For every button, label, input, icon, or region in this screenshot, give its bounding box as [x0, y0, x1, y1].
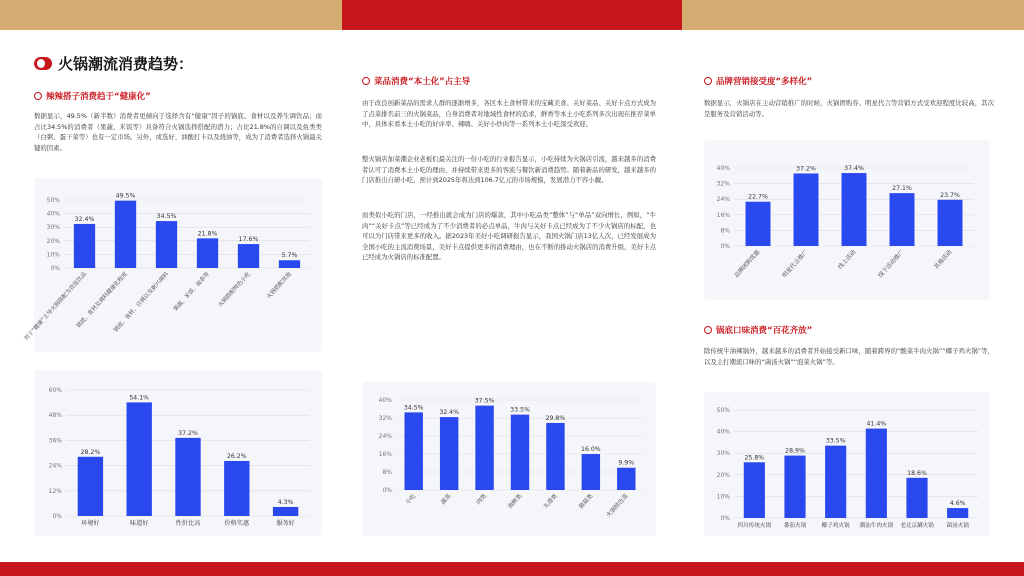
- y-tick-label: 40%: [716, 428, 730, 436]
- bar-chart-marketing: [704, 140, 990, 300]
- bar: [947, 508, 968, 518]
- page-title-text: 火锅潮流消费趋势：: [58, 55, 194, 73]
- bar: [175, 438, 200, 516]
- x-tick-label: 环境好: [81, 520, 100, 527]
- x-tick-label: 锅底、食材及调料健康化程度: [75, 271, 129, 330]
- x-tick-label: 老北京涮火锅: [900, 523, 934, 529]
- top-bar-right: [682, 0, 1024, 30]
- y-tick-label: 10%: [46, 251, 60, 259]
- x-tick-label: 椰子鸡火锅: [821, 523, 850, 529]
- bar: [784, 456, 805, 518]
- top-bar-center: [342, 0, 682, 30]
- section-heading-text: 锅底口味消费“百花齐放”: [716, 326, 813, 336]
- bar: [794, 173, 819, 246]
- x-tick-label: 线上活动: [837, 249, 858, 271]
- y-tick-label: 32%: [716, 180, 730, 188]
- bar: [127, 402, 152, 516]
- x-tick-label: 对于“健康”主导火锅搭配为首选饮品: [23, 271, 88, 343]
- y-tick-label: 0%: [720, 243, 730, 250]
- data-label: 21.8%: [197, 230, 218, 238]
- data-label: 29.8%: [545, 414, 566, 422]
- x-tick-label: 火锅搭配特色小吃: [217, 271, 252, 309]
- data-label: 37.2%: [796, 165, 816, 173]
- data-label: 4.3%: [277, 498, 294, 506]
- chart-panel-3: [362, 382, 656, 536]
- bar-chart-dishes: [362, 382, 656, 536]
- bar: [546, 423, 564, 490]
- data-label: 32.4%: [74, 215, 95, 223]
- x-tick-label: 服务好: [276, 520, 295, 527]
- bar: [273, 507, 298, 516]
- data-label: 37.4%: [844, 165, 864, 173]
- x-tick-label: 菌菇类: [578, 493, 595, 511]
- y-tick-label: 60%: [48, 387, 62, 394]
- y-tick-label: 16%: [378, 451, 392, 458]
- data-label: 4.6%: [949, 500, 966, 508]
- bar: [906, 478, 927, 518]
- y-tick-label: 24%: [716, 196, 730, 204]
- section-heading-text: 品牌营销接受度“多样化”: [716, 77, 813, 87]
- data-label: 34.5%: [403, 404, 424, 412]
- bar: [115, 201, 136, 268]
- section-paragraph: 除传统牛油辣锅外，越来越多的消费者开始接受新口味，随着跨界的“酸菜牛肉火锅”“椰子鸡火锅”等，以及主打潮流口味的“菌汤火锅”“泡菜火锅”等。: [704, 347, 994, 366]
- bar: [890, 193, 915, 246]
- y-tick-label: 30%: [716, 450, 730, 458]
- y-tick-label: 16%: [716, 211, 730, 219]
- y-tick-label: 24%: [48, 462, 62, 470]
- bottom-bar: [0, 562, 1024, 576]
- chart-panel-4: [704, 140, 990, 300]
- data-label: 23.7%: [940, 191, 960, 199]
- chart-panel-2: [34, 370, 322, 536]
- x-tick-label: 品牌团购优惠: [733, 249, 762, 280]
- y-tick-label: 20%: [46, 237, 60, 245]
- y-tick-label: 50%: [716, 407, 730, 414]
- data-label: 28.2%: [80, 448, 101, 456]
- section-heading-local: [362, 75, 470, 87]
- chart-panel-5: [704, 392, 990, 536]
- bar: [582, 454, 600, 490]
- data-label: 9.9%: [618, 459, 635, 467]
- x-tick-label: 小吃: [404, 493, 418, 506]
- x-tick-label: 番茄火锅: [783, 523, 807, 529]
- x-tick-label: 线下活动推广: [877, 249, 906, 280]
- bar: [440, 417, 458, 490]
- y-tick-label: 20%: [716, 471, 730, 479]
- x-tick-label: 菌汤火锅: [946, 523, 969, 529]
- data-label: 27.1%: [892, 185, 912, 193]
- y-tick-label: 0%: [50, 265, 60, 272]
- y-tick-label: 32%: [378, 415, 392, 422]
- bar-chart-factors: [34, 370, 322, 536]
- bar: [746, 202, 771, 246]
- data-label: 26.2%: [226, 452, 247, 460]
- section-bullet-icon: [704, 326, 712, 334]
- y-tick-label: 0%: [382, 487, 392, 494]
- bar: [74, 224, 95, 268]
- y-tick-label: 40%: [46, 210, 60, 218]
- x-tick-label: 价格实惠: [224, 520, 250, 527]
- bar-chart-flavors: [704, 392, 990, 536]
- data-label: 33.5%: [510, 406, 530, 414]
- x-tick-label: 海鲜类: [507, 493, 524, 511]
- section-heading-marketing: [704, 75, 812, 87]
- bar: [511, 415, 529, 490]
- x-tick-label: 火锅搭配其他: [266, 271, 293, 301]
- top-bar-left: [0, 0, 342, 30]
- bar: [744, 462, 765, 518]
- data-label: 22.7%: [748, 193, 768, 201]
- x-tick-label: 其他活动: [933, 249, 954, 271]
- section-paragraph: 而类似小吃的门店，一经推出就会成为门店的爆款，其中小吃品类“整体”与“单品”双向增长，例如，“牛肉”“关好卡点”等已经成为了不少消费者的必点单品，牛肉与关好卡点已经成为了不少火锅店的标配，也可以为门店带来更多的收入。据2023年美好小吃调研报告显示，我国火锅门店13亿人次，已经发展成为全国小吃的主流消费场景，美好卡点提供更多的消费理由，也在不断的推动火锅店的消费升级，美好卡点已经成为火锅店的标准配置。: [362, 211, 656, 262]
- section-paragraph: 整火锅店加菜潮企业老板们最关注的一份小吃的行业报告显示，小吃持续为火锅店引流，越来越多的消费者认可了消费本土小吃的理由，并持续带来更多的客流与餐饮新消费趋势。随着新品的研发，越来越多的门店推出自研小吃，预计到2025年将达到106.7亿元的市场规模，发展潜力不容小觑。: [362, 155, 656, 185]
- x-tick-label: 味道好: [129, 520, 149, 527]
- x-tick-label: 四川传统火锅: [737, 523, 772, 529]
- bar: [279, 260, 300, 268]
- data-label: 49.5%: [115, 192, 136, 200]
- section-heading-text: 菜品消费“本土化”占主导: [374, 77, 471, 87]
- page-title: [34, 53, 193, 74]
- section-heading-health: [34, 90, 151, 102]
- bar-chart-health: [23, 178, 322, 352]
- section-heading-flavor: [704, 324, 812, 336]
- bar: [825, 446, 846, 518]
- bar: [197, 238, 218, 268]
- data-label: 37.5%: [474, 397, 495, 405]
- data-label: 18.6%: [907, 469, 927, 477]
- bar: [405, 412, 423, 490]
- data-label: 32.4%: [439, 409, 459, 417]
- data-label: 54.1%: [129, 394, 150, 402]
- section-bullet-icon: [34, 92, 42, 100]
- y-tick-label: 36%: [48, 437, 62, 445]
- y-tick-label: 10%: [716, 493, 730, 501]
- y-tick-label: 0%: [52, 513, 62, 520]
- y-tick-label: 30%: [46, 224, 60, 232]
- x-tick-label: 潮汕牛肉火锅: [859, 523, 894, 529]
- x-tick-label: 果蔬、米饭、面条等: [172, 271, 211, 313]
- y-tick-label: 24%: [378, 433, 392, 440]
- x-tick-label: 肉类: [475, 493, 489, 506]
- title-marker-icon: [34, 57, 52, 70]
- x-tick-label: 锅底、食材、自调以及新兴调料: [113, 271, 170, 334]
- x-tick-label: 火锅特色菜: [605, 493, 630, 519]
- x-tick-label: 丸滑类: [542, 493, 559, 511]
- data-label: 5.7%: [281, 252, 298, 260]
- x-tick-label: 性价比高: [175, 520, 201, 527]
- bar: [938, 200, 963, 246]
- x-tick-label: 明星代言推广: [781, 249, 810, 280]
- data-label: 17.6%: [238, 236, 259, 244]
- data-label: 33.5%: [825, 437, 846, 445]
- y-tick-label: 12%: [48, 487, 62, 495]
- data-label: 16.0%: [581, 446, 601, 453]
- section-heading-text: 辣辣搭子消费趋于“健康化”: [46, 92, 151, 102]
- section-bullet-icon: [362, 77, 370, 85]
- bar: [156, 221, 177, 268]
- y-tick-label: 50%: [46, 197, 60, 204]
- x-tick-label: 蔬菜: [440, 493, 453, 506]
- data-label: 25.8%: [744, 454, 765, 462]
- section-paragraph: 数据显示，火锅店在主动营销推广的时候，火锅团购券、明星代言等营销方式受欢迎程度比较高，其次是服务及营销活动等。: [704, 99, 994, 118]
- y-tick-label: 40%: [716, 165, 730, 172]
- data-label: 41.4%: [866, 420, 887, 428]
- section-bullet-icon: [704, 77, 712, 85]
- section-paragraph: 数据显示，49.5%（新半数）消费者更倾向于选择含有“健康”因子的锅底、食材以及养生调饮品；而占比34.5%的消费者（果蔬、米饭等）具备符合火锅选择搭配的潜力；占比21.8%的自调以及鱼类类（白粥、蛋干菜等）也有一定市场。另外，或选好、油酸打卡以及烧油等，成为了消费者选择火锅最关键的因素。: [34, 112, 322, 152]
- chart-panel-1: [23, 178, 322, 352]
- bar: [224, 461, 249, 516]
- bar: [238, 244, 259, 268]
- bar: [617, 468, 635, 490]
- y-tick-label: 8%: [720, 227, 730, 235]
- data-label: 34.5%: [156, 213, 177, 221]
- y-tick-label: 0%: [720, 515, 730, 522]
- data-label: 28.9%: [785, 447, 805, 455]
- bar: [866, 429, 887, 518]
- bar: [475, 406, 493, 490]
- section-paragraph: 由于改良创新菜品的需求人群的逐渐增多，各区本土食材带来的宝藏美食、关好菜品、关好卡点方式成为了点菜排名前三的火锅菜品，自身消费者对地域性食材的追求，鲜香等本土小吃系列多次出现在推荐菜单中，具体来看本土小吃的好评率、辣嗨、关好小炒肉等一系列本土小吃深受欢迎。: [362, 99, 656, 129]
- bar: [78, 457, 103, 516]
- data-label: 37.2%: [178, 429, 198, 437]
- y-tick-label: 40%: [378, 397, 392, 404]
- bar: [842, 173, 867, 246]
- y-tick-label: 8%: [382, 469, 392, 476]
- y-tick-label: 48%: [48, 412, 62, 420]
